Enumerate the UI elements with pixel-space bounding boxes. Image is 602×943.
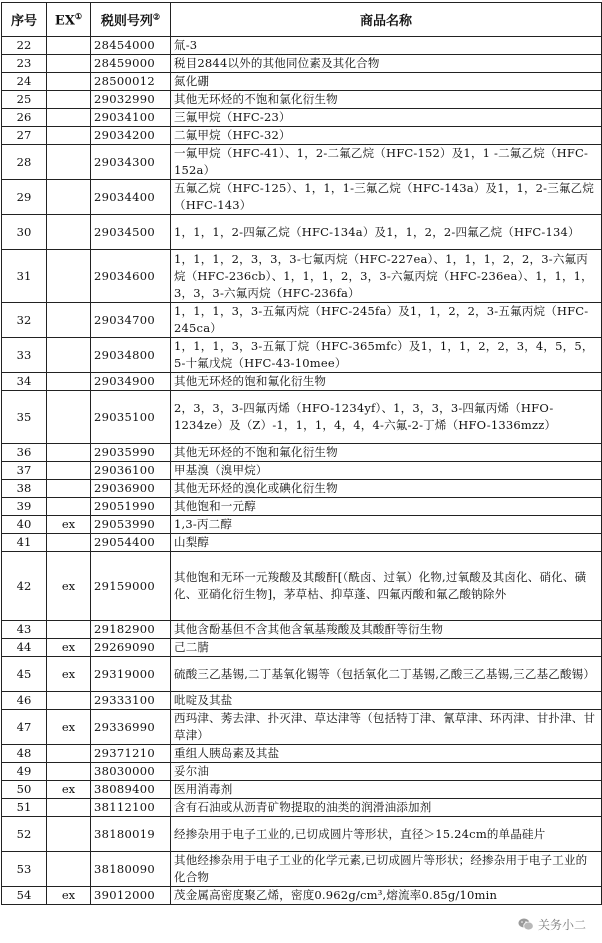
table-header-row	[2, 3, 602, 37]
ex-cell	[47, 444, 91, 462]
seq-cell: 37	[2, 462, 47, 480]
name-cell: 税目2844以外的其他同位素及其化合物	[171, 55, 602, 73]
seq-cell: 28	[2, 145, 47, 180]
ex-cell: ex	[47, 887, 91, 905]
name-cell: 2，3，3，3-四氟丙烯（HFO-1234yf）、1，3，3，3-四氟丙烯（HFO-1234ze）及（Z）-1，1，1，4，4，4-六氟-2-丁烯（HFO-1336mzz）	[171, 391, 602, 444]
code-cell: 38030000	[91, 763, 171, 781]
seq-cell: 44	[2, 639, 47, 657]
table-row	[2, 692, 602, 710]
ex-cell	[47, 127, 91, 145]
ex-cell	[47, 73, 91, 91]
ex-cell	[47, 621, 91, 639]
code-cell: 28454000	[91, 37, 171, 55]
name-cell: 其他无环烃的饱和氟化衍生物	[171, 373, 602, 391]
footnote-mark: ②	[152, 11, 161, 22]
code-cell: 29035990	[91, 444, 171, 462]
ex-cell: ex	[47, 639, 91, 657]
seq-cell: 52	[2, 817, 47, 852]
ex-cell	[47, 498, 91, 516]
table-row	[2, 516, 602, 534]
code-cell: 29159000	[91, 552, 171, 621]
name-cell: 茂金属高密度聚乙烯，密度0.962g/cm³,熔流率0.85g/10min	[171, 887, 602, 905]
wechat-icon	[518, 918, 534, 931]
seq-cell: 48	[2, 745, 47, 763]
ex-cell: ex	[47, 552, 91, 621]
name-cell: 其他饱和无环一元羧酸及其酸酐[（酰卤、过氧）化物,过氧酸及其卤化、硝化、磺化、亚硝化衍生物]，茅草枯、抑草蓬、四氟丙酸和氟乙酸钠除外	[171, 552, 602, 621]
code-cell: 29036100	[91, 462, 171, 480]
table-row	[2, 887, 602, 905]
ex-cell: ex	[47, 710, 91, 745]
name-cell: 氚-3	[171, 37, 602, 55]
table-row	[2, 817, 602, 852]
name-cell: 1,3-丙二醇	[171, 516, 602, 534]
name-cell: 医用消毒剂	[171, 781, 602, 799]
name-cell: 五氟乙烷（HFC-125）、1，1，1-三氟乙烷（HFC-143a）及1，1，2-三氟乙烷（HFC-143）	[171, 180, 602, 215]
table-row	[2, 621, 602, 639]
seq-cell: 27	[2, 127, 47, 145]
table-row	[2, 498, 602, 516]
ex-cell: ex	[47, 657, 91, 692]
tariff-table	[1, 2, 602, 905]
table-row	[2, 710, 602, 745]
seq-cell: 34	[2, 373, 47, 391]
name-cell: 其他无环烃的不饱和氟化衍生物	[171, 444, 602, 462]
name-cell: 一氟甲烷（HFC-41）、1，2-二氟乙烷（HFC-152）及1，1 -二氟乙烷（HFC-152a）	[171, 145, 602, 180]
name-cell: 二氟甲烷（HFC-32）	[171, 127, 602, 145]
code-cell: 29053990	[91, 516, 171, 534]
seq-cell: 50	[2, 781, 47, 799]
name-cell: 硫酸三乙基锡,二丁基氧化锡等（包括氧化二丁基锡,乙酸三乙基锡,三乙基乙酸锡）	[171, 657, 602, 692]
name-cell: 吡啶及其盐	[171, 692, 602, 710]
code-cell: 29034600	[91, 250, 171, 303]
table-row	[2, 639, 602, 657]
code-cell: 38112100	[91, 799, 171, 817]
seq-cell: 23	[2, 55, 47, 73]
seq-cell: 32	[2, 303, 47, 338]
table-row	[2, 552, 602, 621]
ex-cell	[47, 373, 91, 391]
ex-cell	[47, 692, 91, 710]
name-cell: 己二腈	[171, 639, 602, 657]
name-cell: 氮化硼	[171, 73, 602, 91]
name-cell: 重组人胰岛素及其盐	[171, 745, 602, 763]
ex-cell	[47, 303, 91, 338]
name-cell: 其他饱和一元醇	[171, 498, 602, 516]
ex-cell	[47, 480, 91, 498]
header-name: 商品名称	[171, 3, 602, 37]
table-row	[2, 145, 602, 180]
name-cell: 经掺杂用于电子工业的,已切成圆片等形状，直径＞15.24cm的单晶硅片	[171, 817, 602, 852]
seq-cell: 38	[2, 480, 47, 498]
ex-cell	[47, 109, 91, 127]
table-row	[2, 37, 602, 55]
seq-cell: 42	[2, 552, 47, 621]
ex-cell	[47, 37, 91, 55]
seq-cell: 53	[2, 852, 47, 887]
code-cell: 38180019	[91, 817, 171, 852]
table-row	[2, 462, 602, 480]
code-cell: 29319000	[91, 657, 171, 692]
name-cell: 1，1，1，3，3-五氟丙烷（HFC-245fa）及1，1，2，2，3-五氟丙烷（HFC-245ca）	[171, 303, 602, 338]
table-row	[2, 303, 602, 338]
code-cell: 29032990	[91, 91, 171, 109]
seq-cell: 46	[2, 692, 47, 710]
name-cell: 妥尔油	[171, 763, 602, 781]
table-row	[2, 109, 602, 127]
seq-cell: 22	[2, 37, 47, 55]
name-cell: 其他含酚基但不含其他含氧基羧酸及其酸酐等衍生物	[171, 621, 602, 639]
name-cell: 三氟甲烷（HFC-23）	[171, 109, 602, 127]
ex-cell	[47, 391, 91, 444]
name-cell: 1，1，1，3，3-五氟丁烷（HFC-365mfc）及1，1，1，2，2，3，4，5，5，5-十氟戊烷（HFC-43-10mee）	[171, 338, 602, 373]
seq-cell: 24	[2, 73, 47, 91]
ex-cell	[47, 91, 91, 109]
watermark	[516, 916, 588, 933]
seq-cell: 29	[2, 180, 47, 215]
code-cell: 29034300	[91, 145, 171, 180]
name-cell: 其他无环烃的溴化或碘化衍生物	[171, 480, 602, 498]
ex-cell	[47, 215, 91, 250]
seq-cell: 45	[2, 657, 47, 692]
code-cell: 29054400	[91, 534, 171, 552]
ex-cell	[47, 852, 91, 887]
code-cell: 29036900	[91, 480, 171, 498]
code-cell: 29034500	[91, 215, 171, 250]
ex-cell	[47, 817, 91, 852]
code-cell: 28500012	[91, 73, 171, 91]
ex-cell: ex	[47, 781, 91, 799]
seq-cell: 39	[2, 498, 47, 516]
seq-cell: 54	[2, 887, 47, 905]
seq-cell: 36	[2, 444, 47, 462]
ex-cell	[47, 763, 91, 781]
table-row	[2, 91, 602, 109]
name-cell: 其他无环烃的不饱和氯化衍生物	[171, 91, 602, 109]
header-ex: EX①	[47, 3, 91, 37]
ex-cell: ex	[47, 516, 91, 534]
code-cell: 29371210	[91, 745, 171, 763]
table-row	[2, 534, 602, 552]
seq-cell: 43	[2, 621, 47, 639]
seq-cell: 26	[2, 109, 47, 127]
seq-cell: 40	[2, 516, 47, 534]
ex-cell	[47, 55, 91, 73]
watermark-text: 关务小二	[537, 918, 586, 932]
ex-cell	[47, 799, 91, 817]
seq-cell: 51	[2, 799, 47, 817]
table-row	[2, 480, 602, 498]
ex-cell	[47, 250, 91, 303]
code-cell: 29034100	[91, 109, 171, 127]
code-cell: 38089400	[91, 781, 171, 799]
table-row	[2, 444, 602, 462]
seq-cell: 30	[2, 215, 47, 250]
ex-cell	[47, 180, 91, 215]
code-cell: 29035100	[91, 391, 171, 444]
table-row	[2, 55, 602, 73]
code-cell: 29336990	[91, 710, 171, 745]
table-row	[2, 799, 602, 817]
seq-cell: 25	[2, 91, 47, 109]
name-cell: 含有石油或从沥青矿物提取的油类的润滑油添加剂	[171, 799, 602, 817]
name-cell: 1，1，1，2，3，3，3-七氟丙烷（HFC-227ea）、1，1，1，2，2，3-六氟丙烷（HFC-236cb）、1，1，1，2，3，3-六氟丙烷（HFC-236ea）、1，1，1，3，3，3-六氟丙烷（HFC-236fa）	[171, 250, 602, 303]
name-cell: 甲基溴（溴甲烷）	[171, 462, 602, 480]
table-row	[2, 391, 602, 444]
table-row	[2, 852, 602, 887]
header-seq: 序号	[2, 3, 47, 37]
table-row	[2, 763, 602, 781]
table-row	[2, 73, 602, 91]
code-cell: 29034700	[91, 303, 171, 338]
table-row	[2, 180, 602, 215]
ex-cell	[47, 745, 91, 763]
name-cell: 其他经掺杂用于电子工业的化学元素,已切成圆片等形状；经掺杂用于电子工业的化合物	[171, 852, 602, 887]
ex-cell	[47, 338, 91, 373]
table-row	[2, 373, 602, 391]
table-row	[2, 250, 602, 303]
code-cell: 29182900	[91, 621, 171, 639]
ex-cell	[47, 145, 91, 180]
seq-cell: 47	[2, 710, 47, 745]
code-cell: 38180090	[91, 852, 171, 887]
code-cell: 29051990	[91, 498, 171, 516]
seq-cell: 41	[2, 534, 47, 552]
table-row	[2, 338, 602, 373]
table-row	[2, 657, 602, 692]
code-cell: 39012000	[91, 887, 171, 905]
header-code: 税则号列②	[91, 3, 171, 37]
code-cell: 29269090	[91, 639, 171, 657]
name-cell: 1，1，1，2-四氟乙烷（HFC-134a）及1，1，2，2-四氟乙烷（HFC-134）	[171, 215, 602, 250]
code-cell: 28459000	[91, 55, 171, 73]
table-row	[2, 127, 602, 145]
code-cell: 29034900	[91, 373, 171, 391]
ex-cell	[47, 534, 91, 552]
seq-cell: 35	[2, 391, 47, 444]
table-row	[2, 745, 602, 763]
code-cell: 29034200	[91, 127, 171, 145]
code-cell: 29034800	[91, 338, 171, 373]
name-cell: 山梨醇	[171, 534, 602, 552]
table-row	[2, 215, 602, 250]
seq-cell: 33	[2, 338, 47, 373]
ex-cell	[47, 462, 91, 480]
footnote-mark: ①	[74, 10, 83, 21]
seq-cell: 31	[2, 250, 47, 303]
name-cell: 西玛津、莠去津、扑灭津、草达津等（包括特丁津、氰草津、环丙津、甘扑津、甘草津）	[171, 710, 602, 745]
table-row	[2, 781, 602, 799]
code-cell: 29333100	[91, 692, 171, 710]
code-cell: 29034400	[91, 180, 171, 215]
seq-cell: 49	[2, 763, 47, 781]
